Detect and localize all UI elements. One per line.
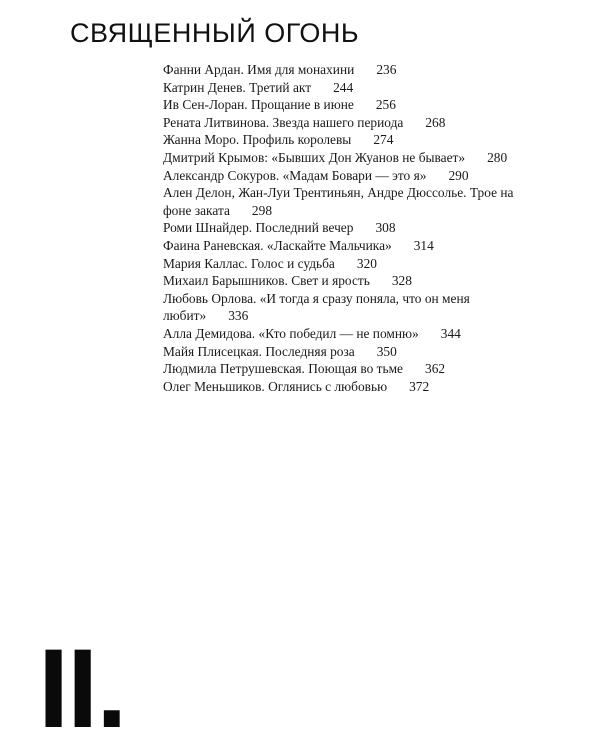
toc-entry [163, 114, 523, 132]
part-number: II. [38, 626, 126, 751]
toc-entry [163, 167, 523, 185]
toc-entry-page: 308 [375, 220, 396, 236]
toc-entry-title: Жанна Моро. Профиль королевы [163, 132, 352, 148]
table-of-contents [163, 61, 523, 395]
toc-entry [163, 272, 523, 290]
toc-entry-page: 336 [228, 308, 249, 324]
toc-entry-title: Роми Шнайдер. Последний вечер [163, 220, 354, 236]
toc-entry-title: Дмитрий Крымов: «Бывших Дон Жуанов не бывает» [163, 149, 466, 165]
toc-entry-page: 344 [440, 325, 461, 341]
toc-entry-page: 298 [251, 202, 273, 218]
toc-entry [163, 184, 523, 219]
toc-entry [163, 149, 523, 167]
toc-entry-title: Мария Каллас. Голос и судьба [163, 255, 335, 271]
toc-entry-title: Фанни Ардан. Имя для монахини [163, 62, 355, 77]
toc-entry-page: 328 [391, 273, 412, 289]
toc-entry [163, 343, 523, 361]
toc-entry [163, 219, 523, 237]
toc-entry-page: 280 [487, 149, 508, 165]
toc-entry-title: Ален Делон, Жан-Луи Трентиньян, Андре Дюссолье. Трое на фоне заката [163, 185, 514, 218]
toc-entry [163, 237, 523, 255]
toc-entry-page: 256 [375, 97, 396, 113]
toc-entry-title: Фаина Раневская. «Ласкайте Мальчика» [163, 237, 392, 253]
toc-entry-page: 372 [409, 378, 430, 394]
toc-entry-title: Ив Сен-Лоран. Прощание в июне [163, 97, 354, 113]
toc-entry [163, 61, 523, 79]
toc-entry [163, 360, 523, 378]
toc-entry-title: Олег Меньшиков. Оглянись с любовью [163, 378, 388, 394]
toc-entry-page: 244 [333, 79, 354, 95]
toc-entry-page: 350 [376, 343, 397, 359]
toc-entry-page: 236 [376, 62, 397, 77]
toc-entry [163, 325, 523, 343]
toc-entry-title: Михаил Барышников. Свет и ярость [163, 273, 370, 289]
toc-entry-title: Алла Демидова. «Кто победил — не помню» [163, 325, 419, 341]
toc-entry [163, 378, 523, 396]
toc-entry-title: Майя Плисецкая. Последняя роза [163, 343, 355, 359]
toc-entry-page: 268 [425, 114, 446, 130]
toc-entry [163, 131, 523, 149]
section-title: СВЯЩЕННЫЙ ОГОНЬ [70, 18, 360, 48]
toc-entry-page: 274 [373, 132, 394, 148]
toc-entry-title: Рената Литвинова. Звезда нашего периода [163, 114, 404, 130]
toc-entry-page: 362 [425, 361, 446, 377]
toc-entry-page: 314 [413, 237, 434, 253]
toc-entry-page: 290 [448, 167, 469, 183]
toc-entry [163, 96, 523, 114]
toc-entry-title: Людмила Петрушевская. Поющая во тьме [163, 361, 403, 377]
toc-entry-page: 320 [356, 255, 377, 271]
toc-entry [163, 290, 523, 325]
toc-entry-title: Катрин Денев. Третий акт [163, 79, 312, 95]
toc-entry [163, 255, 523, 273]
toc-entry-title: Александр Сокуров. «Мадам Бовари — это я» [163, 167, 427, 183]
toc-entry [163, 79, 523, 97]
toc-entry-title: Любовь Орлова. «И тогда я сразу поняла, что он меня любит» [163, 290, 470, 324]
